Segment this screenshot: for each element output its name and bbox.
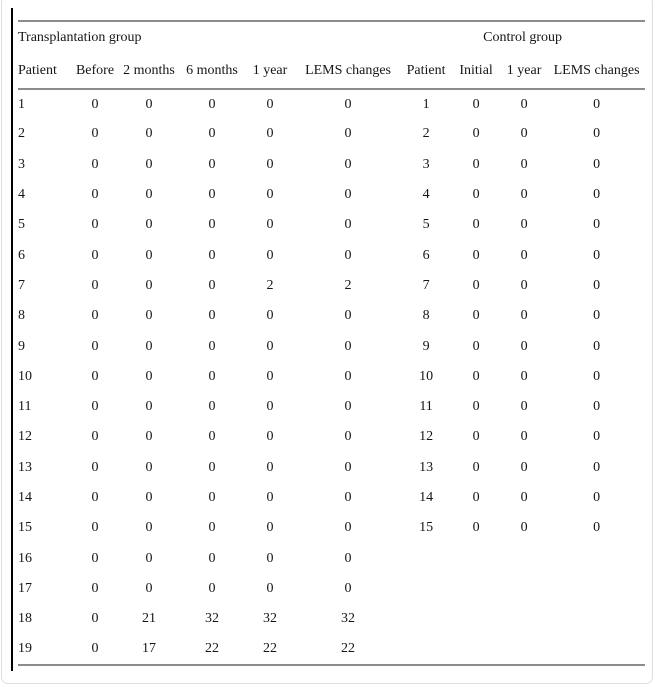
value-cell (452, 604, 500, 634)
table-row (18, 422, 645, 452)
value-cell: 0 (520, 308, 528, 324)
value-cell: 0 (91, 459, 99, 475)
value-cell: 0 (145, 399, 153, 415)
patient-cell: 17 (18, 580, 32, 596)
value-cell: 0 (208, 550, 216, 566)
value-cell: 0 (145, 277, 153, 293)
table-row (18, 89, 645, 119)
value-cell: 0 (344, 338, 352, 354)
col-header-patient: Patient (18, 53, 72, 89)
value-cell: 0 (593, 126, 601, 142)
value-cell: 32 (205, 611, 219, 627)
value-cell: 0 (593, 490, 601, 505)
col-header-before: Before (72, 53, 118, 89)
value-cell: 0 (472, 490, 480, 505)
patient-cell: 3 (18, 156, 25, 172)
value-cell: 0 (208, 459, 216, 475)
value-cell: 0 (91, 611, 99, 627)
value-cell: 0 (266, 247, 274, 263)
patient-cell: 14 (419, 490, 434, 505)
value-cell: 0 (520, 96, 528, 112)
table-row (18, 240, 645, 270)
table-row (18, 483, 645, 513)
value-cell: 0 (344, 156, 352, 172)
value-cell: 0 (593, 156, 601, 172)
value-cell: 0 (344, 217, 352, 233)
value-cell (500, 574, 548, 604)
value-cell (548, 604, 645, 634)
value-cell (452, 574, 500, 604)
value-cell: 0 (266, 156, 274, 172)
patient-cell: 14 (18, 490, 32, 505)
patient-cell: 19 (18, 640, 32, 656)
patient-cell: 4 (422, 187, 430, 203)
value-cell: 0 (145, 247, 153, 263)
value-cell: 0 (91, 338, 99, 354)
value-cell: 0 (145, 429, 153, 445)
patient-cell: 2 (18, 126, 25, 142)
value-cell: 0 (520, 490, 528, 505)
patient-cell: 10 (18, 368, 32, 384)
value-cell: 0 (344, 429, 352, 445)
col-header-6-months: 6 months (180, 53, 244, 89)
value-cell: 0 (91, 640, 99, 656)
patient-cell: 9 (422, 338, 430, 354)
value-cell: 0 (593, 368, 601, 384)
value-cell: 22 (205, 640, 219, 656)
value-cell: 0 (208, 520, 216, 536)
value-cell: 2 (266, 277, 274, 293)
table-row (18, 119, 645, 149)
value-cell: 0 (520, 368, 528, 384)
value-cell: 0 (472, 368, 480, 384)
table-row (18, 513, 645, 543)
value-cell: 0 (344, 308, 352, 324)
value-cell: 0 (593, 399, 601, 415)
value-cell: 0 (472, 96, 480, 112)
value-cell: 0 (91, 490, 99, 505)
value-cell: 0 (344, 580, 352, 596)
value-cell: 0 (344, 247, 352, 263)
value-cell: 0 (344, 520, 352, 536)
value-cell: 0 (266, 96, 274, 112)
value-cell: 0 (266, 520, 274, 536)
value-cell: 0 (472, 187, 480, 203)
value-cell: 0 (91, 187, 99, 203)
value-cell: 0 (472, 429, 480, 445)
value-cell: 0 (91, 126, 99, 142)
patient-cell: 11 (18, 399, 32, 415)
value-cell: 0 (472, 217, 480, 233)
patient-cell: 13 (419, 459, 434, 475)
value-cell: 0 (520, 429, 528, 445)
value-cell: 0 (472, 399, 480, 415)
col-header-lems-changes: LEMS changes (296, 53, 400, 89)
value-cell: 0 (344, 368, 352, 384)
value-cell: 0 (145, 96, 153, 112)
col-header-control-patient: Patient (400, 53, 452, 89)
value-cell (500, 634, 548, 664)
column-header-row (18, 53, 645, 89)
value-cell: 0 (266, 429, 274, 445)
group-header-row (18, 21, 645, 53)
value-cell: 0 (91, 368, 99, 384)
value-cell: 0 (208, 429, 216, 445)
patient-cell (400, 543, 452, 573)
table-row (18, 301, 645, 331)
value-cell: 0 (91, 96, 99, 112)
table-row (18, 392, 645, 422)
patient-cell (400, 574, 452, 604)
value-cell: 0 (145, 520, 153, 536)
patient-cell: 8 (18, 308, 25, 324)
value-cell: 0 (593, 96, 601, 112)
value-cell: 0 (520, 277, 528, 293)
value-cell: 0 (472, 338, 480, 354)
value-cell: 0 (344, 399, 352, 415)
value-cell: 0 (593, 308, 601, 324)
value-cell: 0 (91, 308, 99, 324)
value-cell (548, 634, 645, 664)
value-cell: 0 (266, 368, 274, 384)
value-cell: 0 (472, 126, 480, 142)
patient-cell: 7 (422, 277, 430, 293)
value-cell: 0 (266, 459, 274, 475)
table-row (18, 180, 645, 210)
patient-cell: 16 (18, 550, 32, 566)
group-header-control: Control group (483, 29, 563, 45)
patient-cell: 11 (419, 399, 433, 415)
value-cell: 0 (520, 126, 528, 142)
table-row (18, 331, 645, 361)
patient-cell: 15 (419, 520, 434, 536)
patient-cell: 12 (18, 429, 32, 445)
patient-cell: 8 (422, 308, 430, 324)
value-cell (548, 574, 645, 604)
value-cell: 22 (341, 640, 356, 656)
patient-cell: 1 (18, 96, 25, 112)
value-cell: 0 (344, 490, 352, 505)
value-cell: 0 (593, 429, 601, 445)
value-cell: 0 (593, 217, 601, 233)
value-cell: 0 (91, 550, 99, 566)
value-cell: 0 (593, 187, 601, 203)
value-cell: 2 (344, 277, 352, 293)
value-cell: 0 (208, 399, 216, 415)
value-cell: 0 (266, 308, 274, 324)
value-cell: 0 (520, 338, 528, 354)
value-cell: 0 (266, 126, 274, 142)
results-table (18, 20, 645, 666)
patient-cell: 18 (18, 611, 32, 627)
value-cell: 0 (266, 217, 274, 233)
value-cell: 0 (593, 459, 601, 475)
patient-cell: 6 (18, 247, 25, 263)
value-cell (500, 543, 548, 573)
value-cell: 0 (266, 490, 274, 505)
value-cell: 0 (593, 338, 601, 354)
value-cell: 0 (145, 550, 153, 566)
patient-cell: 5 (18, 217, 25, 233)
table-row (18, 453, 645, 483)
table-row (18, 634, 645, 664)
value-cell: 0 (593, 520, 601, 536)
value-cell (548, 543, 645, 573)
col-header-initial: Initial (452, 53, 500, 89)
value-cell: 0 (472, 308, 480, 324)
value-cell: 17 (142, 640, 156, 656)
value-cell: 32 (341, 611, 356, 627)
value-cell: 22 (263, 640, 277, 656)
table-row (18, 150, 645, 180)
col-header-control-lems-changes: LEMS changes (548, 53, 645, 89)
value-cell: 0 (520, 520, 528, 536)
value-cell: 0 (266, 399, 274, 415)
value-cell: 0 (266, 580, 274, 596)
value-cell: 0 (91, 520, 99, 536)
value-cell: 0 (344, 550, 352, 566)
patient-cell: 2 (422, 126, 430, 142)
value-cell: 0 (472, 247, 480, 263)
value-cell: 0 (520, 156, 528, 172)
col-header-2-months: 2 months (118, 53, 180, 89)
patient-cell: 5 (422, 217, 430, 233)
value-cell: 0 (145, 580, 153, 596)
value-cell (452, 543, 500, 573)
value-cell: 0 (208, 217, 216, 233)
value-cell: 0 (91, 277, 99, 293)
value-cell: 0 (266, 338, 274, 354)
value-cell: 0 (145, 217, 153, 233)
value-cell: 0 (472, 156, 480, 172)
patient-cell (400, 604, 452, 634)
value-cell: 0 (344, 459, 352, 475)
value-cell: 0 (208, 580, 216, 596)
value-cell: 0 (266, 550, 274, 566)
value-cell: 0 (91, 156, 99, 172)
patient-cell: 1 (422, 96, 430, 112)
value-cell: 0 (91, 580, 99, 596)
value-cell: 0 (266, 187, 274, 203)
value-cell: 0 (472, 459, 480, 475)
value-cell: 0 (344, 187, 352, 203)
group-header-transplantation: Transplantation group (18, 29, 142, 45)
value-cell: 0 (520, 247, 528, 263)
value-cell: 0 (208, 126, 216, 142)
value-cell: 0 (520, 217, 528, 233)
value-cell: 0 (91, 429, 99, 445)
value-cell: 0 (145, 368, 153, 384)
value-cell: 0 (208, 308, 216, 324)
table-row (18, 362, 645, 392)
value-cell: 0 (208, 338, 216, 354)
value-cell: 0 (145, 459, 153, 475)
value-cell: 0 (472, 277, 480, 293)
patient-cell: 10 (419, 368, 434, 384)
table-row (18, 604, 645, 634)
patient-cell: 9 (18, 338, 25, 354)
col-header-control-1-year: 1 year (500, 53, 548, 89)
value-cell: 0 (91, 217, 99, 233)
value-cell: 0 (344, 126, 352, 142)
value-cell: 0 (208, 368, 216, 384)
patient-cell: 6 (422, 247, 430, 263)
value-cell: 0 (520, 399, 528, 415)
value-cell: 0 (593, 277, 601, 293)
value-cell: 0 (520, 459, 528, 475)
value-cell: 0 (208, 187, 216, 203)
value-cell: 0 (91, 247, 99, 263)
value-cell: 0 (145, 338, 153, 354)
patient-cell: 7 (18, 277, 25, 293)
value-cell: 0 (208, 490, 216, 505)
value-cell: 0 (593, 247, 601, 263)
table-row (18, 271, 645, 301)
value-cell: 0 (91, 399, 99, 415)
table-row (18, 543, 645, 573)
value-cell: 21 (142, 611, 156, 627)
patient-cell: 3 (422, 156, 430, 172)
table-row (18, 574, 645, 604)
col-header-1-year: 1 year (244, 53, 296, 89)
table-body (18, 89, 645, 665)
table-left-rule (11, 8, 13, 671)
patient-cell (400, 634, 452, 664)
value-cell: 0 (520, 187, 528, 203)
value-cell (500, 604, 548, 634)
value-cell: 0 (208, 156, 216, 172)
value-cell: 0 (145, 156, 153, 172)
table-row (18, 210, 645, 240)
value-cell: 0 (145, 126, 153, 142)
patient-cell: 12 (419, 429, 434, 445)
value-cell: 0 (344, 96, 352, 112)
value-cell: 0 (472, 520, 480, 536)
value-cell: 0 (145, 187, 153, 203)
value-cell: 0 (208, 96, 216, 112)
patient-cell: 4 (18, 187, 25, 203)
value-cell: 32 (263, 611, 277, 627)
value-cell (452, 634, 500, 664)
value-cell: 0 (208, 247, 216, 263)
value-cell: 0 (208, 277, 216, 293)
value-cell: 0 (145, 490, 153, 505)
patient-cell: 15 (18, 520, 32, 536)
value-cell: 0 (145, 308, 153, 324)
patient-cell: 13 (18, 459, 32, 475)
